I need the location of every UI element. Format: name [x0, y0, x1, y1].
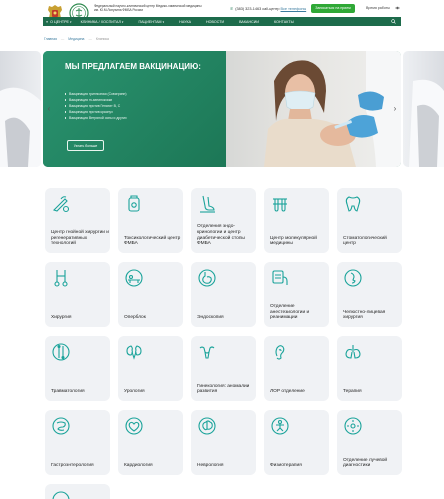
- department-label: Оперблок: [124, 315, 146, 321]
- department-label: Физиотерапия: [270, 463, 302, 469]
- department-icon: [51, 490, 71, 499]
- chevron-down-icon: ▾: [70, 19, 72, 24]
- toxicology-icon: [124, 194, 144, 214]
- bones-icon: [51, 342, 71, 362]
- search-icon[interactable]: [391, 19, 396, 24]
- department-label: Отделение лучевой диагностики: [343, 457, 388, 469]
- list-item: Вакцинация против краснух: [65, 109, 127, 115]
- foot-icon: [197, 194, 217, 214]
- department-label: Гастроэнтерология: [51, 463, 94, 469]
- department-label: ЛОР отделение: [270, 389, 305, 395]
- list-item: Вакцинация гриппозная (Совигрипп): [65, 91, 127, 97]
- lungs-icon: [343, 342, 363, 362]
- department-label: Челюстно-лицевая хирургия: [343, 309, 386, 321]
- department-label: Центр гнойной хирургии и регенеративных технологий: [51, 229, 109, 247]
- previous-slide-preview[interactable]: [0, 51, 41, 167]
- stomach-icon: [197, 268, 217, 288]
- phone-number[interactable]: (383) 323-1463: [235, 7, 262, 11]
- test-tubes-icon: [270, 194, 290, 214]
- department-label: Терапия: [343, 389, 362, 395]
- department-card[interactable]: [191, 336, 256, 401]
- previous-slide-button[interactable]: ‹: [47, 104, 51, 113]
- nav-item-news[interactable]: НОВОСТИ: [206, 19, 225, 24]
- department-label: Урология: [124, 389, 145, 395]
- slide-title: МЫ ПРЕДЛАГАЕМ ВАКЦИНАЦИЮ:: [65, 62, 201, 71]
- breadcrumb-home[interactable]: Главная: [44, 37, 57, 41]
- list-item: Вакцинация Ветряной оспы и других: [65, 115, 127, 121]
- heart-icon: [124, 416, 144, 436]
- doctor-photo-icon: [403, 51, 444, 167]
- department-card[interactable]: [118, 188, 183, 253]
- department-card[interactable]: [264, 410, 329, 475]
- appointment-button[interactable]: Записаться на прием: [311, 4, 355, 13]
- department-label: Кардиология: [124, 463, 153, 469]
- next-slide-button[interactable]: ›: [393, 104, 397, 113]
- department-card[interactable]: [264, 188, 329, 253]
- active-slide: [43, 51, 401, 167]
- kidneys-icon: [124, 342, 144, 362]
- site-header: [0, 0, 444, 18]
- low-vision-icon[interactable]: [395, 6, 400, 10]
- nav-menu-icon: ≡: [46, 19, 49, 24]
- department-label: Хирургия: [51, 315, 72, 321]
- next-slide-preview[interactable]: [403, 51, 444, 167]
- department-card[interactable]: [118, 262, 183, 327]
- department-card[interactable]: [337, 262, 402, 327]
- nav-item-vacancies[interactable]: ВАКАНСИИ: [239, 19, 260, 24]
- working-hours-link[interactable]: Время работы: [366, 6, 391, 10]
- organization-name: Федеральный научно-клинический центр Медико-химической медицины им. Ю.М.Лопухина ФМБА России: [94, 4, 202, 12]
- chevron-down-icon: ▾: [121, 19, 124, 24]
- uterus-icon: [197, 342, 217, 362]
- phone-icon: ✆: [230, 7, 234, 11]
- radiology-icon: [343, 416, 363, 436]
- main-navigation: [43, 17, 401, 26]
- nav-item-science[interactable]: НАУКА: [179, 19, 192, 24]
- department-card[interactable]: [337, 336, 402, 401]
- brain-icon: [197, 416, 217, 436]
- department-label: Неврология: [197, 463, 224, 469]
- nav-item-clinic[interactable]: [81, 20, 124, 24]
- breadcrumb-separator: —: [88, 37, 92, 41]
- all-phones-link[interactable]: Все телефоны: [280, 7, 307, 11]
- list-item: Вакцинация m-аэнинококки: [65, 97, 127, 103]
- face-icon: [343, 268, 363, 288]
- list-item: Вакцинация против Гепатит В, С: [65, 103, 127, 109]
- department-card[interactable]: [191, 262, 256, 327]
- breadcrumb-separator: —: [60, 37, 65, 41]
- nav-item-label: КЛИНИКА / ХОСПИТАЛ: [80, 19, 121, 24]
- breadcrumb-current: Клиника: [95, 37, 109, 41]
- department-card[interactable]: [45, 262, 110, 327]
- nav-item-contacts[interactable]: КОНТАКТЫ: [274, 19, 294, 24]
- department-card[interactable]: [191, 410, 256, 475]
- department-card[interactable]: [45, 410, 110, 475]
- intestine-icon: [51, 416, 71, 436]
- department-label: Центр молекулярной медицины: [270, 235, 317, 247]
- tooth-icon: [343, 194, 363, 214]
- ear-icon: [270, 342, 290, 362]
- department-label: Отделения эндо-кринологии и центр диабетической стопы ФМБА: [197, 224, 245, 247]
- department-card[interactable]: [118, 336, 183, 401]
- department-label: Отделение анестезиологии и реанимации: [270, 303, 310, 321]
- vaccination-photo: [226, 51, 401, 167]
- department-card[interactable]: [45, 336, 110, 401]
- department-label: Травматология: [51, 389, 85, 395]
- nav-item-about[interactable]: [46, 20, 72, 24]
- chevron-down-icon: ▾: [162, 19, 165, 24]
- surgery-tools-icon: [51, 268, 71, 288]
- department-card[interactable]: [45, 188, 110, 253]
- phone-note: call-центр: [262, 7, 280, 11]
- phone-block[interactable]: [230, 6, 306, 11]
- vaccination-list: [65, 91, 127, 121]
- department-card[interactable]: [264, 336, 329, 401]
- department-card[interactable]: [337, 188, 402, 253]
- doctor-photo-icon: [0, 51, 41, 167]
- breadcrumb: [44, 37, 109, 41]
- ventilator-icon: [270, 268, 290, 288]
- department-card[interactable]: [337, 410, 402, 475]
- operating-bed-icon: [124, 268, 144, 288]
- nav-item-label: ПАЦИЕНТАМ: [138, 19, 162, 24]
- department-label: Гинекология: аномалии развития: [197, 383, 250, 395]
- department-label: Стоматологический центр: [343, 235, 387, 247]
- breadcrumb-medicine[interactable]: Медицина: [68, 37, 85, 41]
- department-card[interactable]: [118, 410, 183, 475]
- department-card[interactable]: [264, 262, 329, 327]
- learn-more-button[interactable]: Узнать больше: [67, 140, 104, 151]
- department-label: Токсикологический центр ФМБА: [124, 235, 181, 247]
- vaccination-photo-icon: [226, 51, 401, 167]
- department-card[interactable]: [45, 484, 110, 499]
- scalpel-icon: [51, 194, 71, 214]
- physiotherapy-icon: [270, 416, 290, 436]
- department-card[interactable]: [191, 188, 256, 253]
- hero-slider: [0, 51, 444, 167]
- department-label: Эндоскопия: [197, 315, 224, 321]
- slide-text-panel: [43, 51, 233, 167]
- nav-item-label: О ЦЕНТРЕ: [50, 19, 69, 24]
- nav-item-patients[interactable]: [138, 20, 164, 24]
